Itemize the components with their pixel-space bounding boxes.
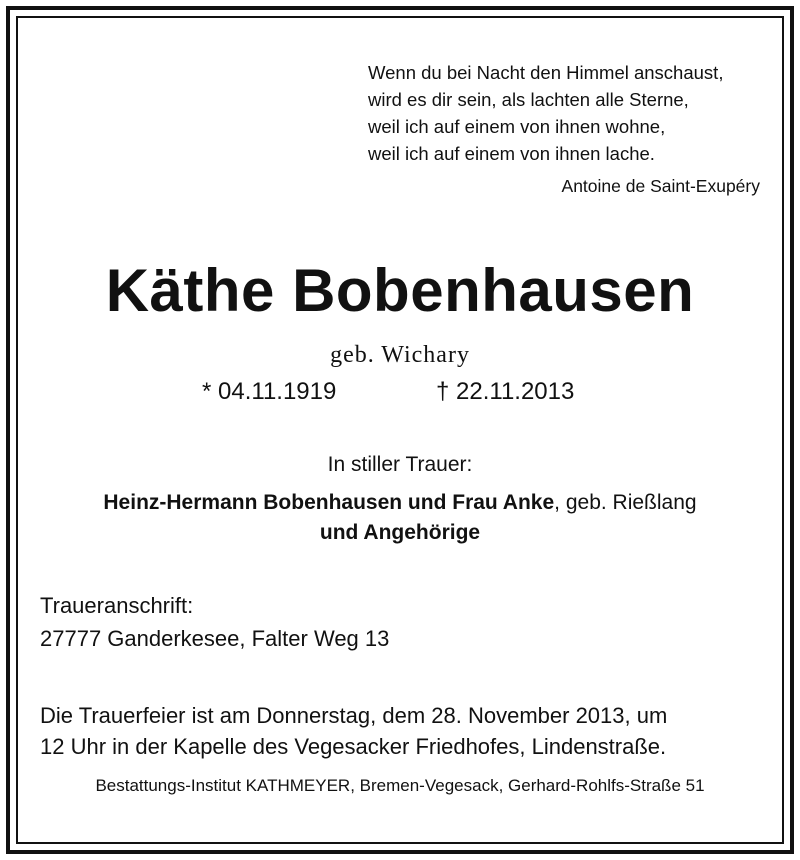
quote-line: weil ich auf einem von ihnen lache. <box>368 143 655 164</box>
mourning-intro: In stiller Trauer: <box>327 453 473 476</box>
deceased-name: Käthe Bobenhausen <box>105 257 695 324</box>
undertaker-info: Bestattungs-Institut KATHMEYER, Bremen-Vegesack, Gerhard-Rohlfs-Straße 51 <box>95 776 705 795</box>
quote-block <box>368 59 768 167</box>
quote-author: Antoine de Saint-Exupéry <box>561 176 760 196</box>
quote-line: wird es dir sein, als lachten alle Sterne, <box>368 89 689 110</box>
mourners-names: Heinz-Hermann Bobenhausen und Frau Anke <box>103 491 555 514</box>
funeral-line: Die Trauerfeier ist am Donnerstag, dem 28. November 2013, um <box>40 703 668 728</box>
death-date: † 22.11.2013 <box>436 378 575 405</box>
funeral-line: 12 Uhr in der Kapelle des Vegesacker Friedhofes, Lindenstraße. <box>40 734 667 759</box>
address-label: Traueranschrift: <box>40 593 194 618</box>
relatives: und Angehörige <box>319 521 481 544</box>
address-value: 27777 Ganderkesee, Falter Weg 13 <box>40 626 390 651</box>
maiden-name: geb. Wichary <box>330 342 470 368</box>
mourners-line <box>0 491 800 515</box>
mourners-maiden-name: , geb. Rießlang <box>554 491 697 514</box>
birth-date: * 04.11.1919 <box>202 378 337 405</box>
quote-line: Wenn du bei Nacht den Himmel anschaust, <box>368 62 724 83</box>
funeral-notice <box>40 700 770 762</box>
quote-line: weil ich auf einem von ihnen wohne, <box>368 116 666 137</box>
